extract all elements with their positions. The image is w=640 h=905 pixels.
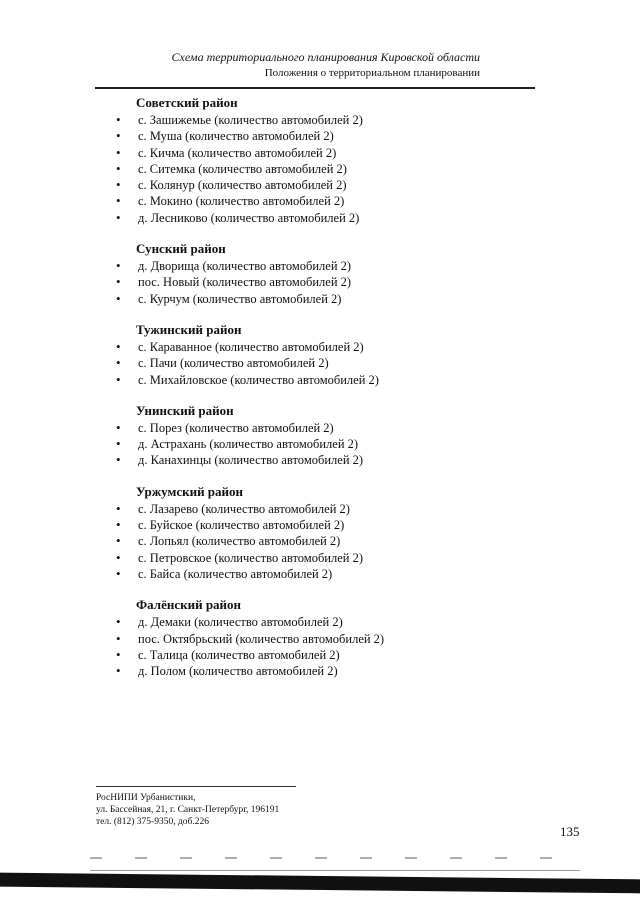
bullet-icon: • bbox=[116, 274, 121, 290]
list-item bbox=[112, 339, 532, 355]
footer-phone: тел. (812) 375-9350, доб.226 bbox=[96, 817, 210, 827]
list-item-text: с. Муша (количество автомобилей 2) bbox=[138, 129, 334, 144]
list-item bbox=[112, 161, 532, 177]
bullet-icon: • bbox=[116, 436, 121, 452]
list-item-text: д. Канахинцы (количество автомобилей 2) bbox=[138, 453, 364, 468]
bullet-icon: • bbox=[116, 565, 121, 581]
district-title: Сунский район bbox=[136, 241, 226, 257]
scan-artifact-dashes bbox=[90, 857, 570, 859]
list-item bbox=[112, 145, 532, 161]
list-item bbox=[112, 517, 532, 533]
list-item-text: с. Колянур (количество автомобилей 2) bbox=[138, 178, 347, 193]
bullet-icon: • bbox=[116, 549, 121, 565]
scan-artifact-line bbox=[90, 870, 580, 871]
list-item-text: с. Михайловское (количество автомобилей 2) bbox=[138, 372, 379, 387]
list-item-text: с. Ситемка (количество автомобилей 2) bbox=[138, 161, 347, 176]
district-list bbox=[112, 95, 532, 694]
district-section bbox=[112, 597, 532, 679]
list-item-text: с. Пачи (количество автомобилей 2) bbox=[138, 356, 329, 371]
bullet-icon: • bbox=[116, 419, 121, 435]
footer-street: ул. Бассейная, 21, г. Санкт-Петербург, 196191 bbox=[96, 805, 280, 815]
list-item bbox=[112, 663, 532, 679]
list-item bbox=[112, 452, 532, 468]
list-item-text: д. Дворища (количество автомобилей 2) bbox=[138, 259, 352, 274]
district-title: Унинский район bbox=[136, 402, 234, 418]
list-item-text: д. Полом (количество автомобилей 2) bbox=[138, 664, 338, 679]
list-item-text: с. Лопьял (количество автомобилей 2) bbox=[138, 534, 341, 549]
bullet-icon: • bbox=[116, 290, 121, 306]
bullet-icon: • bbox=[116, 355, 121, 371]
list-item bbox=[112, 631, 532, 647]
bullet-icon: • bbox=[116, 160, 121, 176]
list-item-text: с. Петровское (количество автомобилей 2) bbox=[138, 550, 364, 565]
bullet-icon: • bbox=[116, 646, 121, 662]
list-item-text: с. Буйское (количество автомобилей 2) bbox=[138, 518, 345, 533]
list-item-text: с. Байса (количество автомобилей 2) bbox=[138, 566, 333, 581]
district-title: Советский район bbox=[136, 95, 238, 110]
list-item-text: пос. Новый (количество автомобилей 2) bbox=[138, 275, 352, 290]
list-item-text: с. Кичма (количество автомобилей 2) bbox=[138, 145, 337, 160]
page-number: 135 bbox=[560, 824, 580, 839]
header-title: Схема территориального планирования Кировской области bbox=[171, 50, 480, 64]
footer-address bbox=[96, 792, 279, 828]
list-item bbox=[112, 193, 532, 209]
list-item bbox=[112, 614, 532, 630]
list-item bbox=[112, 355, 532, 371]
district-section bbox=[112, 484, 532, 582]
bullet-icon: • bbox=[116, 128, 121, 144]
bullet-icon: • bbox=[116, 177, 121, 193]
bullet-icon: • bbox=[116, 517, 121, 533]
district-title: Уржумский район bbox=[136, 483, 244, 499]
list-item bbox=[112, 112, 532, 128]
list-item-text: д. Астрахань (количество автомобилей 2) bbox=[138, 437, 359, 452]
district-section bbox=[112, 322, 532, 388]
list-item-text: д. Демаки (количество автомобилей 2) bbox=[138, 615, 343, 630]
district-section bbox=[112, 95, 532, 226]
bullet-icon: • bbox=[116, 630, 121, 646]
list-item-text: с. Порез (количество автомобилей 2) bbox=[138, 420, 334, 435]
list-item bbox=[112, 533, 532, 549]
bullet-icon: • bbox=[116, 209, 121, 225]
header-rule bbox=[95, 87, 535, 89]
list-item bbox=[112, 436, 532, 452]
bullet-icon: • bbox=[116, 144, 121, 160]
bullet-icon: • bbox=[116, 371, 121, 387]
list-item-text: с. Караванное (количество автомобилей 2) bbox=[138, 339, 364, 354]
list-item bbox=[112, 210, 532, 226]
list-item bbox=[112, 566, 532, 582]
bullet-icon: • bbox=[116, 258, 121, 274]
list-item bbox=[112, 274, 532, 290]
district-section bbox=[112, 241, 532, 307]
bullet-icon: • bbox=[116, 338, 121, 354]
header-subtitle: Положения о территориальном планировании bbox=[264, 67, 480, 79]
district-section bbox=[112, 403, 532, 469]
list-item bbox=[112, 177, 532, 193]
list-item-text: с. Талица (количество автомобилей 2) bbox=[138, 647, 340, 662]
bullet-icon: • bbox=[116, 614, 121, 630]
footer-rule bbox=[96, 786, 296, 787]
list-item bbox=[112, 550, 532, 566]
bullet-icon: • bbox=[116, 452, 121, 468]
footer-org: РосНИПИ Урбанистики, bbox=[96, 793, 196, 803]
list-item bbox=[112, 128, 532, 144]
bullet-icon: • bbox=[116, 112, 121, 127]
list-item bbox=[112, 372, 532, 388]
list-item bbox=[112, 501, 532, 517]
list-item-text: с. Зашижемье (количество автомобилей 2) bbox=[138, 113, 363, 127]
district-title: Фалёнский район bbox=[136, 597, 242, 613]
list-item-text: пос. Октябрьский (количество автомобилей 2) bbox=[138, 631, 385, 646]
list-item-text: с. Лазарево (количество автомобилей 2) bbox=[138, 501, 350, 516]
list-item bbox=[112, 291, 532, 307]
list-item-text: с. Мокино (количество автомобилей 2) bbox=[138, 194, 345, 209]
list-item bbox=[112, 420, 532, 436]
bullet-icon: • bbox=[116, 663, 121, 679]
list-item bbox=[112, 647, 532, 663]
bullet-icon: • bbox=[116, 193, 121, 209]
list-item bbox=[112, 258, 532, 274]
list-item-text: д. Лесниково (количество автомобилей 2) bbox=[138, 210, 360, 225]
scan-edge-bar bbox=[0, 873, 640, 894]
bullet-icon: • bbox=[116, 500, 121, 516]
list-item-text: с. Курчум (количество автомобилей 2) bbox=[138, 291, 342, 306]
bullet-icon: • bbox=[116, 533, 121, 549]
district-title: Тужинский район bbox=[136, 321, 242, 337]
